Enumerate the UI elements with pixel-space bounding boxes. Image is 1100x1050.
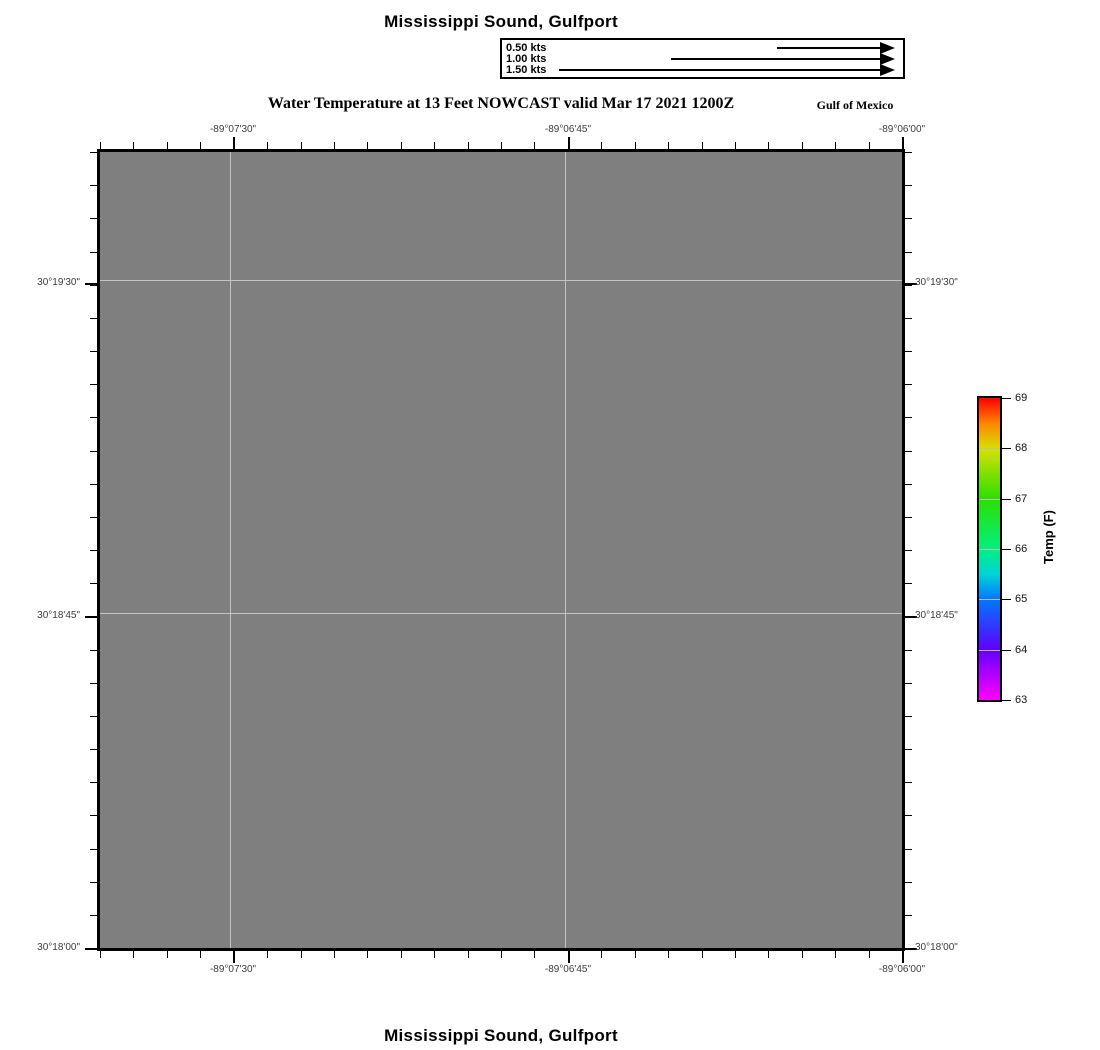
map-plot — [97, 149, 905, 951]
axis-tick — [905, 252, 912, 253]
axis-tick — [768, 142, 769, 149]
axis-tick — [534, 951, 535, 958]
axis-major-tick — [85, 616, 97, 618]
axis-tick — [301, 951, 302, 958]
axis-tick — [905, 683, 912, 684]
axis-tick — [90, 915, 97, 916]
axis-tick-label: -89°06'45" — [544, 124, 592, 135]
axis-tick — [905, 915, 912, 916]
arrow-head — [880, 64, 895, 76]
axis-tick — [90, 318, 97, 319]
axis-tick — [90, 451, 97, 452]
axis-tick-label: -89°07'30" — [209, 124, 257, 135]
colorbar-gridline — [979, 448, 1000, 449]
axis-tick — [301, 142, 302, 149]
colorbar-tick — [1002, 599, 1011, 600]
axis-tick — [434, 951, 435, 958]
axis-tick — [905, 583, 912, 584]
axis-tick — [869, 142, 870, 149]
region-label: Gulf of Mexico — [816, 98, 894, 112]
axis-tick — [905, 849, 912, 850]
axis-tick — [869, 951, 870, 958]
axis-tick — [90, 650, 97, 651]
axis-tick — [434, 142, 435, 149]
axis-tick — [90, 782, 97, 783]
axis-tick — [468, 142, 469, 149]
axis-tick — [905, 882, 912, 883]
axis-tick-label: 30°19'30" — [915, 277, 958, 289]
axis-tick — [90, 384, 97, 385]
axis-tick — [735, 142, 736, 149]
axis-tick — [133, 142, 134, 149]
axis-tick — [90, 351, 97, 352]
axis-tick — [468, 951, 469, 958]
axis-tick — [90, 815, 97, 816]
axis-tick — [635, 951, 636, 958]
axis-tick — [668, 142, 669, 149]
axis-tick-label: 30°18'00" — [37, 942, 80, 953]
axis-tick — [802, 951, 803, 958]
map-gridline — [230, 152, 231, 948]
map-gridline — [100, 613, 902, 614]
axis-tick — [905, 749, 912, 750]
axis-tick — [905, 484, 912, 485]
arrow-line — [559, 69, 880, 71]
axis-tick — [90, 417, 97, 418]
axis-tick — [90, 550, 97, 551]
axis-tick — [835, 951, 836, 958]
colorbar-tick — [1002, 700, 1011, 701]
axis-tick — [905, 650, 912, 651]
axis-major-tick — [902, 951, 904, 963]
axis-tick — [200, 951, 201, 958]
colorbar-gridline — [979, 549, 1000, 550]
axis-tick — [501, 951, 502, 958]
colorbar-tick — [1002, 650, 1011, 651]
legend-item-label: 1.50 kts — [506, 64, 547, 76]
axis-tick — [635, 142, 636, 149]
axis-tick-label: -89°06'45" — [544, 964, 592, 975]
axis-tick — [802, 142, 803, 149]
colorbar-tick-label: 68 — [1015, 442, 1028, 455]
axis-tick — [905, 351, 912, 352]
axis-tick — [905, 152, 912, 153]
axis-tick-label: 30°18'45" — [37, 609, 80, 621]
axis-tick — [735, 951, 736, 958]
axis-major-tick — [568, 137, 570, 149]
axis-tick — [601, 951, 602, 958]
colorbar-gridline — [979, 650, 1000, 651]
axis-major-tick — [85, 283, 97, 285]
axis-tick — [90, 484, 97, 485]
colorbar-tick — [1002, 549, 1011, 550]
axis-tick-label: -89°07'30" — [209, 964, 257, 975]
colorbar-tick-label: 67 — [1015, 492, 1028, 505]
colorbar-tick — [1002, 398, 1011, 399]
axis-tick — [167, 142, 168, 149]
axis-tick — [367, 951, 368, 958]
axis-tick-label: -89°06'00" — [878, 964, 926, 975]
axis-tick — [401, 951, 402, 958]
axis-tick — [167, 951, 168, 958]
colorbar-gridline — [979, 599, 1000, 600]
axis-tick-label: 30°18'00" — [915, 942, 958, 953]
axis-tick — [905, 517, 912, 518]
axis-tick — [702, 142, 703, 149]
axis-tick — [905, 716, 912, 717]
colorbar-axis-label: Temp (F) — [1041, 510, 1056, 564]
colorbar-gridline — [979, 499, 1000, 500]
colorbar-tick-label: 65 — [1015, 593, 1028, 606]
axis-tick-label: -89°06'00" — [878, 124, 926, 135]
axis-tick — [267, 142, 268, 149]
colorbar-tick — [1002, 499, 1011, 500]
axis-tick — [90, 882, 97, 883]
axis-tick — [905, 384, 912, 385]
axis-tick — [90, 185, 97, 186]
footer-title: Mississippi Sound, Gulfport — [384, 1026, 618, 1045]
colorbar-tick-label: 66 — [1015, 543, 1028, 555]
axis-tick — [905, 550, 912, 551]
arrow-line — [671, 58, 880, 60]
axis-tick — [835, 142, 836, 149]
axis-major-tick — [233, 951, 235, 963]
plot-title: Water Temperature at 13 Feet NOWCAST valid Mar 17 2021 1200Z — [267, 95, 735, 112]
legend-item-label: 1.00 kts — [506, 53, 547, 65]
colorbar-tick-label: 64 — [1015, 643, 1028, 656]
axis-tick — [905, 782, 912, 783]
map-gridline — [565, 152, 566, 948]
axis-tick — [200, 142, 201, 149]
axis-tick — [601, 142, 602, 149]
axis-tick — [90, 683, 97, 684]
axis-tick — [905, 451, 912, 452]
axis-tick — [334, 951, 335, 958]
axis-major-tick — [568, 951, 570, 963]
colorbar-tick — [1002, 448, 1011, 449]
velocity-scale-legend — [500, 38, 905, 79]
axis-tick — [90, 849, 97, 850]
axis-tick — [133, 951, 134, 958]
axis-tick — [401, 142, 402, 149]
axis-tick — [905, 318, 912, 319]
arrow-line — [777, 47, 880, 49]
legend-item-label: 0.50 kts — [506, 42, 547, 54]
axis-tick — [334, 142, 335, 149]
axis-tick — [90, 716, 97, 717]
axis-tick — [90, 583, 97, 584]
axis-tick — [534, 142, 535, 149]
axis-tick — [905, 815, 912, 816]
axis-tick — [702, 951, 703, 958]
axis-tick — [100, 951, 101, 958]
colorbar-tick-label: 69 — [1015, 392, 1028, 404]
axis-tick-label: 30°18'45" — [915, 609, 958, 621]
axis-tick — [90, 749, 97, 750]
map-gridline — [100, 280, 902, 281]
axis-major-tick — [233, 137, 235, 149]
colorbar-tick-label: 63 — [1015, 694, 1028, 706]
axis-tick — [267, 951, 268, 958]
axis-tick — [905, 417, 912, 418]
axis-major-tick — [902, 137, 904, 149]
axis-tick — [90, 152, 97, 153]
axis-tick — [100, 142, 101, 149]
page-title: Mississippi Sound, Gulfport — [384, 12, 618, 31]
axis-tick-label: 30°19'30" — [37, 277, 80, 289]
axis-tick — [905, 185, 912, 186]
axis-tick — [501, 142, 502, 149]
axis-tick — [90, 517, 97, 518]
axis-major-tick — [85, 948, 97, 950]
axis-tick — [90, 218, 97, 219]
axis-tick — [768, 951, 769, 958]
axis-tick — [905, 218, 912, 219]
axis-tick — [367, 142, 368, 149]
axis-tick — [90, 252, 97, 253]
axis-tick — [668, 951, 669, 958]
